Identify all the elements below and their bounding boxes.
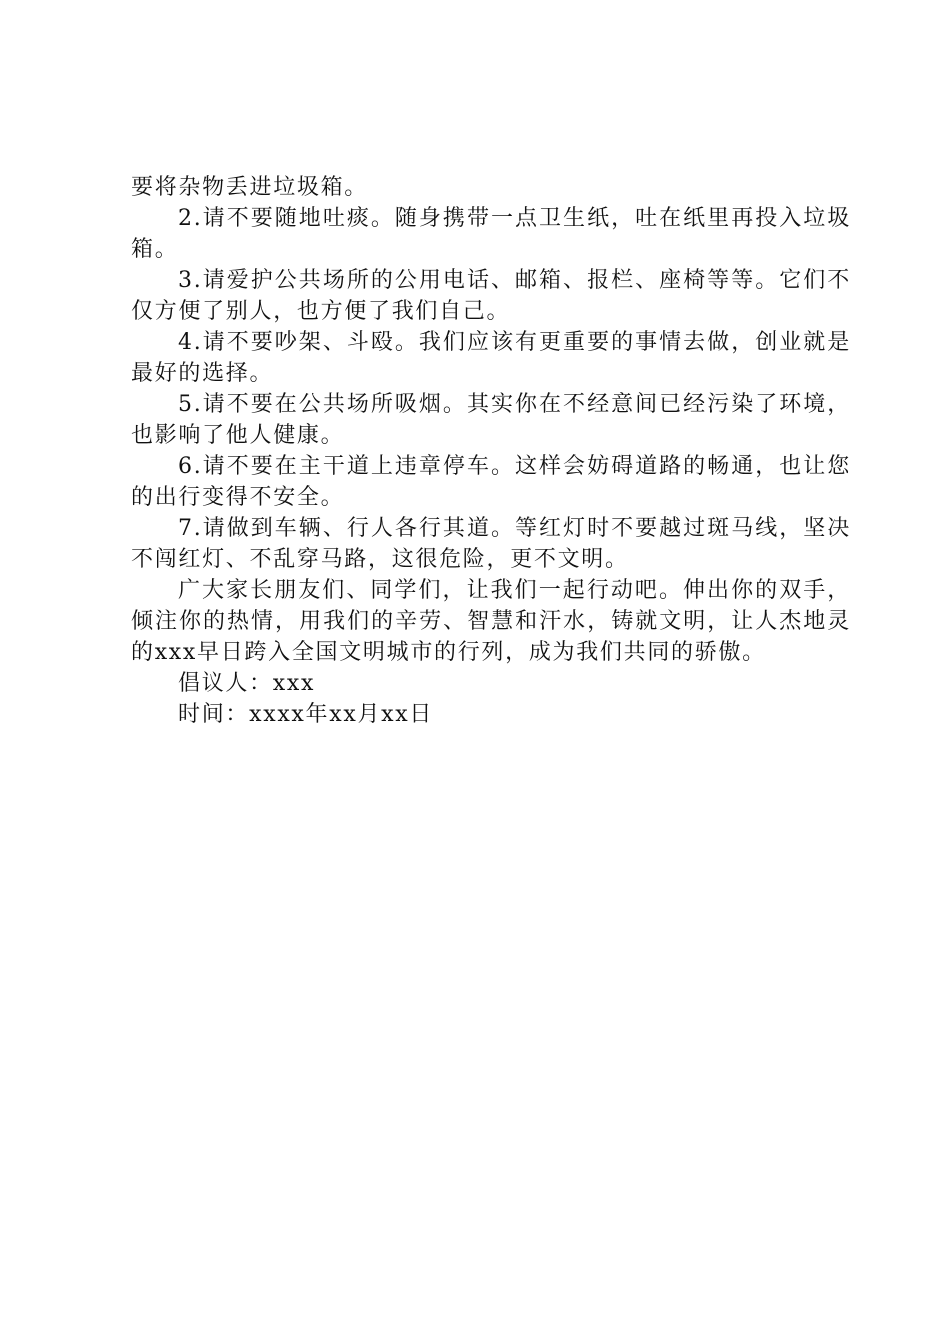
date-line: 时间：xxxx年xx月xx日 (178, 702, 434, 727)
paragraph-continuation: 要将杂物丢进垃圾箱。 (131, 175, 369, 200)
paragraph-item-6: 6.请不要在主干道上违章停车。这样会妨碍道路的畅通，也让您的出行变得不安全。 (131, 454, 851, 510)
paragraph-item-2: 2.请不要随地吐痰。随身携带一点卫生纸，吐在纸里再投入垃圾箱。 (131, 206, 851, 262)
paragraph-item-4: 4.请不要吵架、斗殴。我们应该有更重要的事情去做，创业就是最好的选择。 (131, 330, 851, 386)
paragraph-item-7: 7.请做到车辆、行人各行其道。等红灯时不要越过斑马线，坚决不闯红灯、不乱穿马路，这很危险，更不文明。 (131, 516, 851, 572)
document-body (131, 172, 851, 730)
paragraph-item-3: 3.请爱护公共场所的公用电话、邮箱、报栏、座椅等等。它们不仅方便了别人，也方便了我们自己。 (131, 268, 851, 324)
paragraph-item-5: 5.请不要在公共场所吸烟。其实你在不经意间已经污染了环境，也影响了他人健康。 (131, 392, 851, 448)
initiator-line: 倡议人：xxx (178, 671, 316, 696)
paragraph-appeal: 广大家长朋友们、同学们，让我们一起行动吧。伸出你的双手，倾注你的热情，用我们的辛劳、智慧和汗水，铸就文明，让人杰地灵的xxx早日跨入全国文明城市的行列，成为我们共同的骄傲。 (131, 578, 851, 665)
